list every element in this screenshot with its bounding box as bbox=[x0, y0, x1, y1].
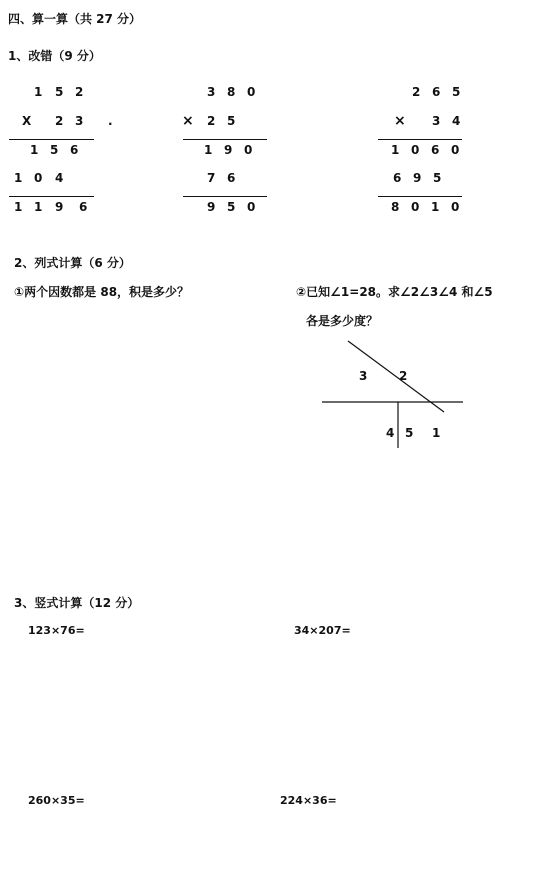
times-sign: X bbox=[22, 114, 32, 128]
digit: 6 bbox=[70, 143, 79, 157]
digit: 3 bbox=[432, 114, 441, 128]
section-title: 四、算一算（共 27 分） bbox=[8, 12, 142, 26]
digit: 3 bbox=[207, 85, 216, 99]
digit: 0 bbox=[34, 171, 43, 185]
digit: 6 bbox=[79, 200, 88, 214]
digit: 0 bbox=[451, 200, 460, 214]
digit: 1 bbox=[34, 85, 43, 99]
digit: 2 bbox=[75, 85, 84, 99]
digit: 6 bbox=[227, 171, 236, 185]
question-2: ②已知∠1=28。求∠2∠3∠4 和∠5 bbox=[296, 285, 493, 299]
digit: 4 bbox=[452, 114, 461, 128]
angle-label-5: 5 bbox=[405, 426, 414, 440]
vertical-calc-2: 34×207= bbox=[294, 624, 351, 637]
digit: 0 bbox=[411, 143, 420, 157]
angle-label-1: 1 bbox=[432, 426, 441, 440]
digit: 0 bbox=[451, 143, 460, 157]
vertical-calc-3: 260×35= bbox=[28, 794, 85, 807]
digit: 1 bbox=[14, 200, 23, 214]
angle-label-3: 3 bbox=[359, 369, 368, 383]
digit: 2 bbox=[55, 114, 64, 128]
question-2-continued: 各是多少度？ bbox=[306, 314, 379, 328]
dot-mark: . bbox=[108, 114, 113, 128]
digit: 9 bbox=[224, 143, 233, 157]
digit: 5 bbox=[433, 171, 442, 185]
digit: 2 bbox=[412, 85, 421, 99]
angle-label-4: 4 bbox=[386, 426, 395, 440]
question-1: ①两个因数都是 88，积是多少？ bbox=[14, 285, 190, 299]
digit: 5 bbox=[50, 143, 59, 157]
digit: 1 bbox=[34, 200, 43, 214]
digit: 7 bbox=[207, 171, 216, 185]
times-sign: × bbox=[182, 113, 194, 129]
digit: 5 bbox=[227, 114, 236, 128]
digit: 1 bbox=[30, 143, 39, 157]
digit: 6 bbox=[393, 171, 402, 185]
digit: 0 bbox=[411, 200, 420, 214]
angle-label-2: 2 bbox=[399, 369, 408, 383]
vertical-calc-1: 123×76= bbox=[28, 624, 85, 637]
digit: 0 bbox=[247, 85, 256, 99]
digit: 1 bbox=[14, 171, 23, 185]
digit: 5 bbox=[55, 85, 64, 99]
part2-title: 2、列式计算（6 分） bbox=[14, 256, 131, 270]
digit: 5 bbox=[452, 85, 461, 99]
digit: 4 bbox=[55, 171, 64, 185]
digit: 2 bbox=[207, 114, 216, 128]
digit: 8 bbox=[227, 85, 236, 99]
digit: 6 bbox=[431, 143, 440, 157]
digit: 3 bbox=[75, 114, 84, 128]
digit: 8 bbox=[391, 200, 400, 214]
vertical-calc-4: 224×36= bbox=[280, 794, 337, 807]
digit: 1 bbox=[204, 143, 213, 157]
part3-title: 3、竖式计算（12 分） bbox=[14, 596, 140, 610]
digit: 1 bbox=[391, 143, 400, 157]
digit: 1 bbox=[431, 200, 440, 214]
digit: 9 bbox=[207, 200, 216, 214]
digit: 6 bbox=[432, 85, 441, 99]
times-sign: × bbox=[394, 113, 406, 129]
digit: 9 bbox=[413, 171, 422, 185]
part1-title: 1、改错（9 分） bbox=[8, 49, 101, 63]
digit: 5 bbox=[227, 200, 236, 214]
digit: 9 bbox=[55, 200, 64, 214]
digit: 0 bbox=[244, 143, 253, 157]
digit: 0 bbox=[247, 200, 256, 214]
